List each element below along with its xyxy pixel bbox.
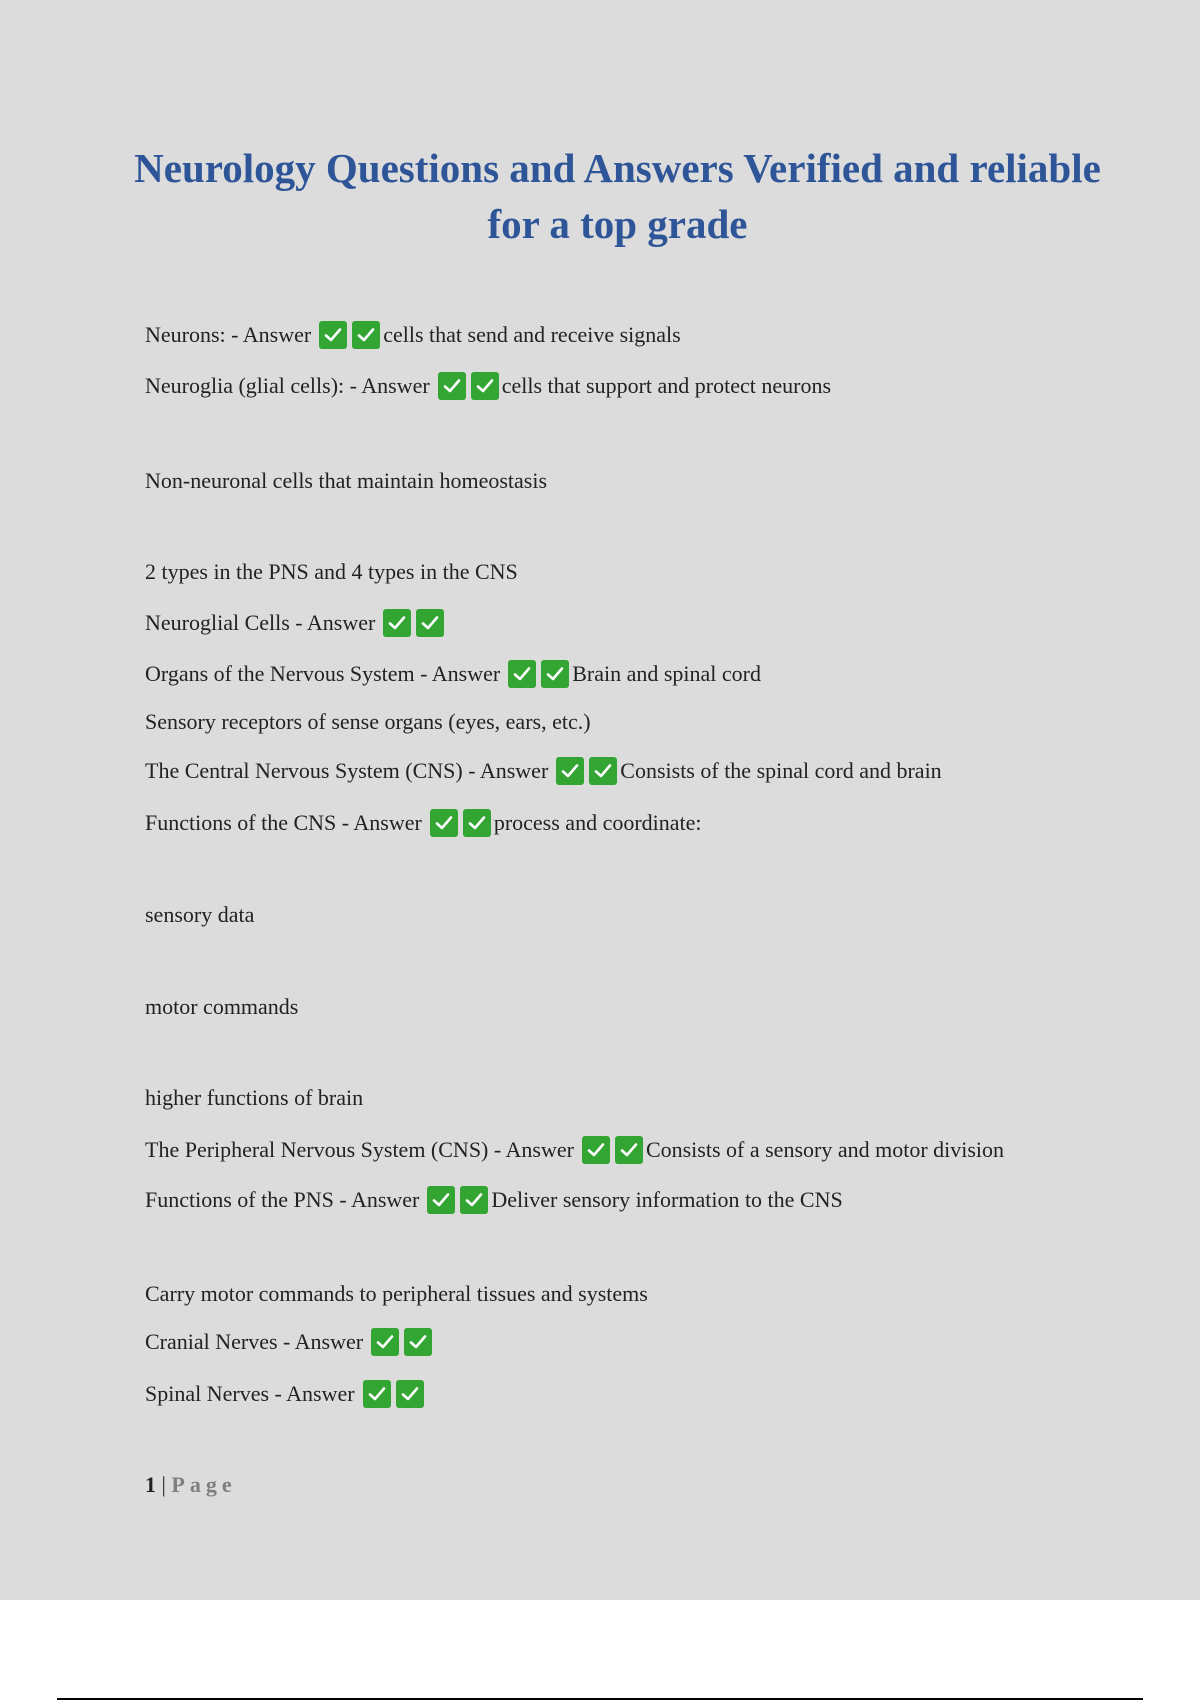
line-text: Carry motor commands to peripheral tissues and systems [145, 1281, 648, 1306]
document-line [145, 1083, 363, 1113]
line-answer-text: Brain and spinal cord [572, 661, 762, 686]
line-text: Cranial Nerves - Answer [145, 1329, 364, 1354]
answer-checkmarks [363, 1380, 424, 1408]
check-mark-icon [352, 321, 380, 349]
answer-checkmarks [438, 372, 499, 400]
page-separator: | [161, 1472, 166, 1497]
check-mark-icon [404, 1328, 432, 1356]
document-line [145, 707, 591, 737]
check-mark-icon [556, 757, 584, 785]
answer-checkmarks [371, 1328, 432, 1356]
check-mark-icon [371, 1328, 399, 1356]
check-mark-icon [438, 372, 466, 400]
document-line [145, 1379, 427, 1409]
document-line [145, 1327, 435, 1357]
document-line [145, 900, 254, 930]
check-mark-icon [460, 1186, 488, 1214]
line-answer-text: cells that send and receive signals [383, 322, 681, 347]
check-mark-icon [471, 372, 499, 400]
line-answer-text: Deliver sensory information to the CNS [491, 1187, 843, 1212]
check-mark-icon [416, 609, 444, 637]
document-line [145, 466, 547, 496]
check-mark-icon [427, 1186, 455, 1214]
document-line [145, 992, 298, 1022]
line-text: Neuroglia (glial cells): - Answer [145, 373, 430, 398]
check-mark-icon [615, 1136, 643, 1164]
document-line [145, 1185, 843, 1215]
line-answer-text: process and coordinate: [493, 810, 702, 835]
line-answer-text: Consists of a sensory and motor division [645, 1137, 1005, 1162]
line-answer-text: cells that support and protect neurons [501, 373, 832, 398]
line-text: Functions of the PNS - Answer [145, 1187, 420, 1212]
line-text: The Peripheral Nervous System (CNS) - Answer [145, 1137, 574, 1162]
answer-checkmarks [582, 1136, 643, 1164]
document-line [145, 659, 761, 689]
line-text: Non-neuronal cells that maintain homeostasis [145, 468, 548, 493]
document-line [145, 1135, 1004, 1165]
check-mark-icon [319, 321, 347, 349]
answer-checkmarks [430, 809, 491, 837]
document-line [145, 756, 942, 786]
check-mark-icon [383, 609, 411, 637]
answer-checkmarks [319, 321, 380, 349]
line-text: Sensory receptors of sense organs (eyes, ears, etc.) [145, 709, 591, 734]
answer-checkmarks [383, 609, 444, 637]
document-title: Neurology Questions and Answers Verified and reliable for a top grade [134, 145, 1101, 247]
page-number: 1 [145, 1472, 156, 1497]
line-text: Functions of the CNS - Answer [145, 810, 422, 835]
check-mark-icon [396, 1380, 424, 1408]
line-answer-text: Consists of the spinal cord and brain [620, 758, 942, 783]
check-mark-icon [582, 1136, 610, 1164]
line-text: Neuroglial Cells - Answer [145, 610, 376, 635]
line-text: sensory data [145, 902, 255, 927]
document-line [145, 557, 518, 587]
line-text: motor commands [145, 994, 299, 1019]
line-text: Organs of the Nervous System - Answer [145, 661, 501, 686]
line-text: Neurons: - Answer [145, 322, 312, 347]
document-line [145, 808, 702, 838]
document-line [145, 608, 447, 638]
check-mark-icon [463, 809, 491, 837]
answer-checkmarks [427, 1186, 488, 1214]
line-text: higher functions of brain [145, 1085, 364, 1110]
check-mark-icon [363, 1380, 391, 1408]
line-text: The Central Nervous System (CNS) - Answer [145, 758, 549, 783]
check-mark-icon [430, 809, 458, 837]
check-mark-icon [541, 660, 569, 688]
page-footer [145, 1470, 237, 1500]
check-mark-icon [508, 660, 536, 688]
answer-checkmarks [508, 660, 569, 688]
document-line [145, 371, 831, 401]
document-line [145, 1279, 648, 1309]
line-text: Spinal Nerves - Answer [145, 1381, 355, 1406]
document-line [145, 320, 681, 350]
line-text: 2 types in the PNS and 4 types in the CNS [145, 559, 518, 584]
check-mark-icon [589, 757, 617, 785]
answer-checkmarks [556, 757, 617, 785]
page-label: Page [171, 1472, 237, 1497]
